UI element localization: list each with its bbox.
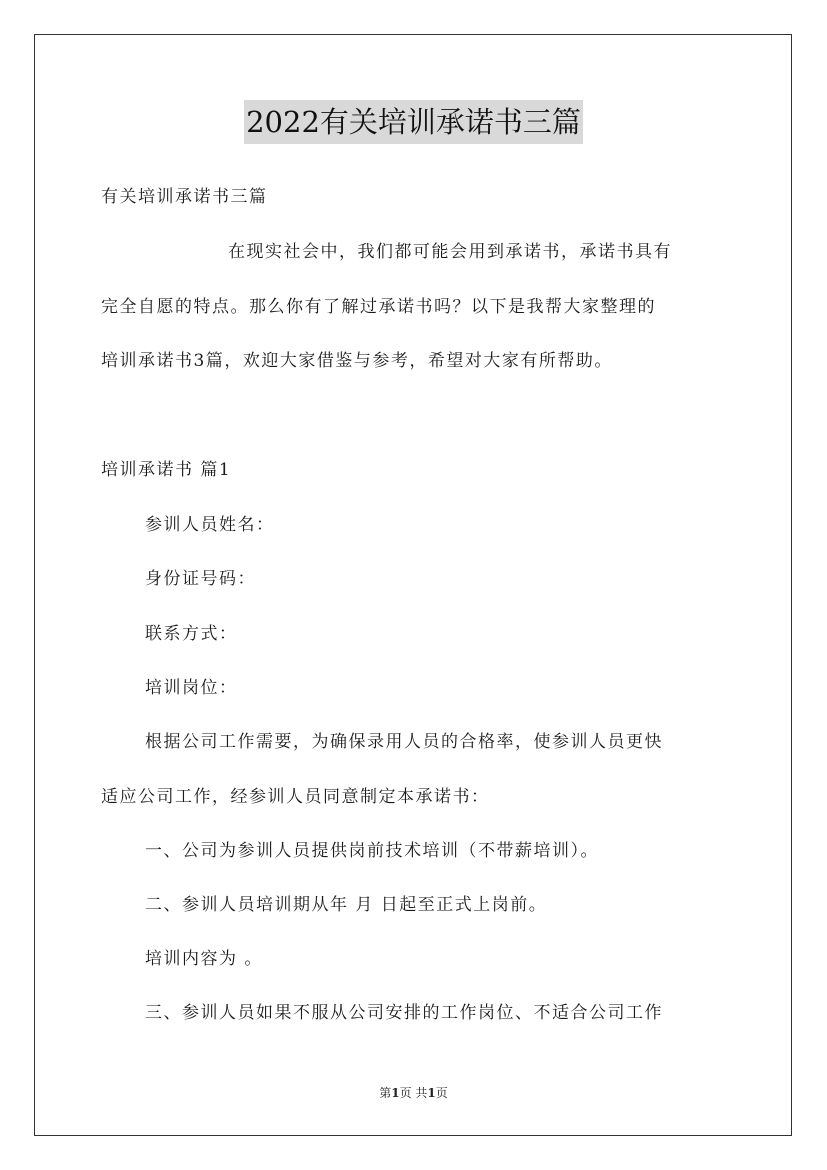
body-line-5: 培训内容为 。: [145, 949, 263, 969]
body-line-6: 三、参训人员如果不服从公司安排的工作岗位、不适合公司工作: [145, 1003, 663, 1023]
footer-suffix: 页: [435, 1086, 448, 1100]
field-position: 培训岗位：: [145, 678, 238, 698]
intro-line-3: 培训承诺书3篇，欢迎大家借鉴与参考，希望对大家有所帮助。: [101, 351, 613, 371]
section-heading: 培训承诺书 篇1: [101, 460, 232, 480]
footer-page-number: 1: [391, 1086, 400, 1100]
footer-prefix: 第: [379, 1086, 392, 1100]
intro-line-1: 在现实社会中，我们都可能会用到承诺书，承诺书具有: [228, 242, 672, 262]
intro-line-2: 完全自愿的特点。那么你有了解过承诺书吗？以下是我帮大家整理的: [101, 297, 656, 317]
body-line-4: 二、参训人员培训期从年 月 日起至正式上岗前。: [145, 895, 548, 915]
field-contact: 联系方式：: [145, 624, 238, 644]
subtitle: 有关培训承诺书三篇: [101, 187, 268, 207]
field-name: 参训人员姓名：: [145, 515, 275, 535]
document-title: 2022有关培训承诺书三篇: [244, 100, 583, 144]
body-line-1: 根据公司工作需要，为确保录用人员的合格率，使参训人员更快: [145, 732, 663, 752]
body-line-3: 一、公司为参训人员提供岗前技术培训（不带薪培训）。: [145, 841, 599, 861]
body-line-2: 适应公司工作，经参训人员同意制定本承诺书：: [101, 787, 490, 807]
title-wrap: [0, 100, 827, 144]
field-id-number: 身份证号码：: [145, 569, 256, 589]
footer-mid: 页 共: [399, 1086, 428, 1100]
footer-page-total: 1: [427, 1086, 436, 1100]
page-footer: [0, 1084, 827, 1101]
